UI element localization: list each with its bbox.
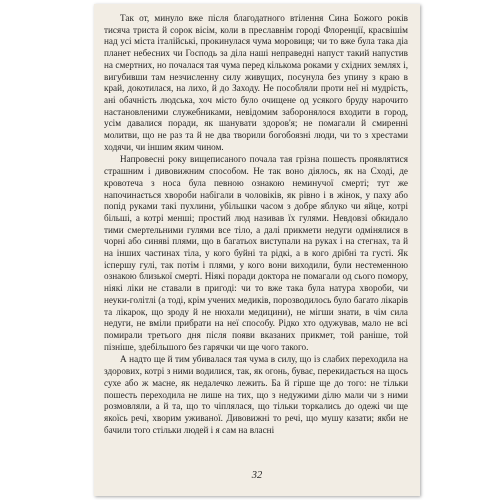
page-number: 32 — [251, 470, 263, 481]
paragraph: А надто ще й тим убивалася тая чума в силу, що із слабих переходила на здорових, котрі з ними водилися, так, як огонь, буває, перекидається на щось сухе або ж масне, як недалечко лежить. Ба й гірше ще до того: не тільки пошесть переходила не лише на тих, що з недужими ділю мали чи з ними розмовляли, а й та, що то чіплялася, що тільки торкались до одежі чи ще якоїсь речі, хворим уживаної. Дивовижні то речі, що мушу казати; якби не бачили того стільки людей і я сам на власні — [104, 354, 408, 435]
body-text — [104, 13, 408, 436]
paragraph: Напровесні року вищеписаного почала тая грізна пошесть проявлятися страшним і дивовижним способом. Не так воно діялось, як на Сході, де кровотеча з носа була певною ознакою неминучої смерті; тут же напочинається хвороби набігали в чоловіків, як рівно і в жінок, у паху або попід руками такі пухлини, убільшки часом з добре яблуко чи яйце, котрі більші, а котрі менші; простий люд називав їх гулями. Невдовзі обкидало тими смертельними гулями все тіло, а далі прикмети недуги одмінялися в чорні або синяві плями, що в багатьох виступали на руках і на стегнах, та й на інших частинах тіла, у кого буйні та рідкі, а в кого дрібні та густі. Як іспершу гулі, так потім і плями, у кого вони виходили, були нестеменною ознакою близької смерті. Ніякі поради доктора не помагали од сього помору, ніякі ліки не ставали в пригоді: чи то вже така була натура хвороби, чи неуки-голітлі (а тоді, крім учених медиків, порозводилось було багато лікарів та лікарок, що зроду й не нюхали медицини), не мігши знати, в чім сила недуги, не вміли прибрати на неї способу. Рідко хто одужував, мало не всі помирали третього дня після появи вказаних прикмет, той раніше, той пізніше, здебільшого без гарячки чи ще чого такого. — [104, 154, 408, 352]
book-page — [94, 4, 420, 496]
paragraph: Так от, минуло вже після благодатного втілення Сина Божого років тисяча триста й сорок вісім, коли в преславнім городі Флоренції, красвішім над усі міста італійські, прокинулася чума моровиця; чи то вже була така діа планет небесних чи Господь за діла наші неправедні напуст такий напустив на смертних, но почалася тая чума перед кількома роками у східних землях і, вигубивши там незчисленну силу живущих, посунула без упину з краю в край, докотилася, на лихо, й до Заходу. Не пособляли проти неї ні мудрість, ані обачність людська, хоч місто було очищене од усякого бруду нарочито настановленими служебниками, невідомим заборонялося входити в город, усім давалися поради, як шанувати здоров'я; не помагали й смиренні молитви, що не раз та й не два творили богобоязні люди, чи то з хрестами ходячи, чи іншим яким чином. — [104, 13, 408, 152]
